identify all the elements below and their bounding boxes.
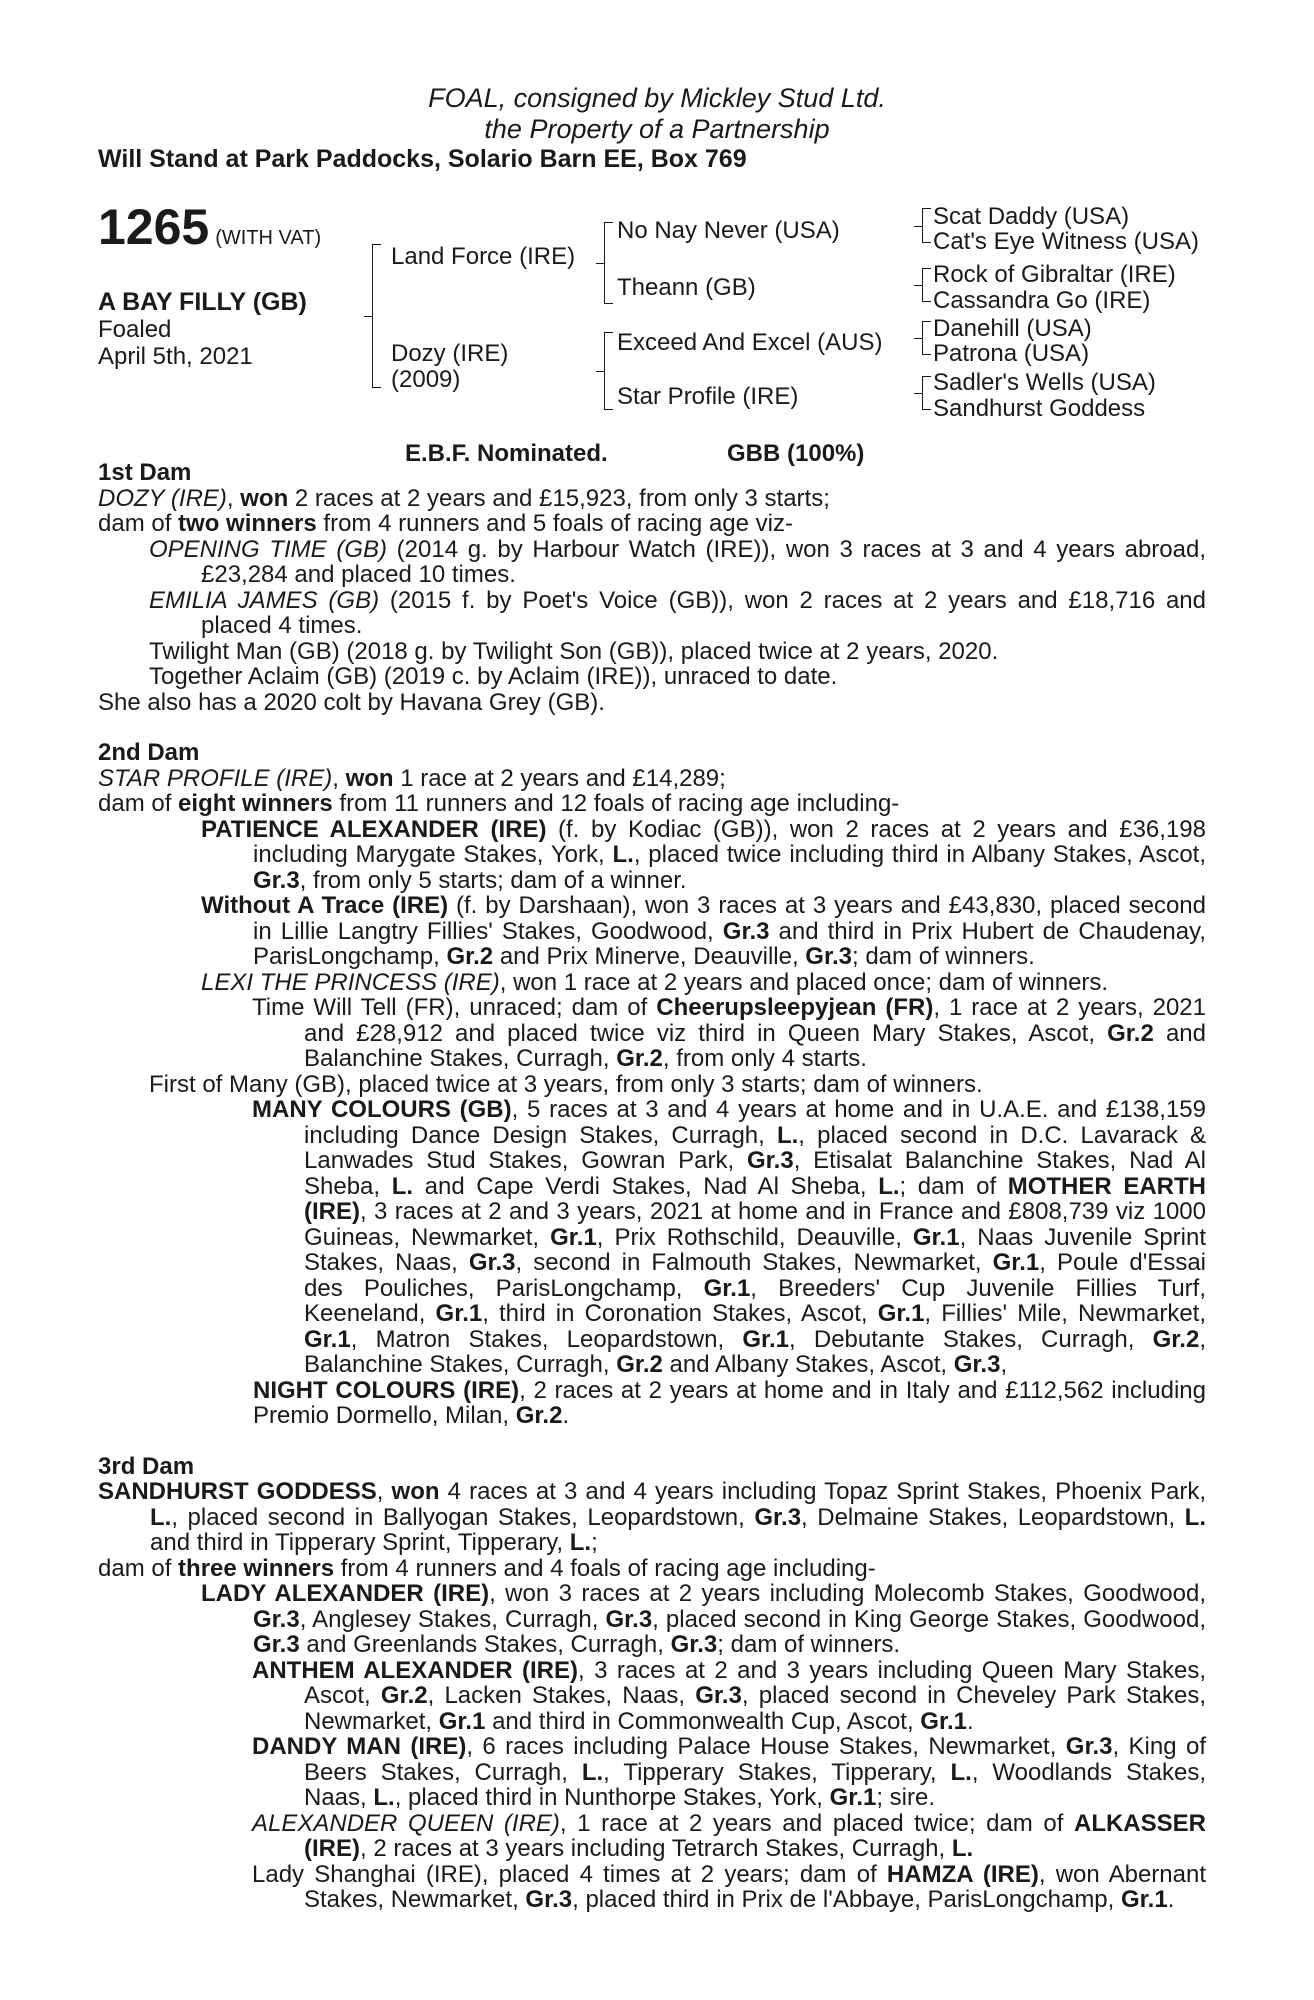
- pedigree-brace: [922, 208, 931, 243]
- pedigree-brace: [922, 376, 931, 410]
- grade: Gr.1: [920, 1707, 967, 1735]
- sire: Land Force (IRE): [391, 243, 576, 270]
- text: , Balanchine Stakes, Curragh,: [304, 1325, 1206, 1378]
- pedigree-brace: [922, 321, 931, 355]
- text: , placed second in King George Stakes, Goodwood,: [652, 1605, 1206, 1633]
- grade: Gr.1: [742, 1325, 790, 1353]
- text: (2014 g. by Harbour Watch (IRE)), won 3 races at 3 and 4 years abroad, £23,284 and placed 10 times.: [201, 535, 1207, 588]
- text: dam of: [98, 510, 179, 537]
- grade: Gr.1: [912, 1223, 960, 1251]
- record-text: 2 races at 2 years and £15,923, from only 3 starts;: [288, 484, 830, 512]
- dam-sire: Exceed And Excel (AUS): [617, 329, 883, 356]
- text: , 1 race at 2 years and placed twice; dam of: [559, 1809, 1074, 1837]
- grade: Gr.3: [754, 1503, 802, 1531]
- text: Time Will Tell (FR), unraced; dam of: [252, 994, 657, 1021]
- sire-sire-sire: Scat Daddy (USA): [933, 203, 1130, 230]
- sire-dam-dam: Cassandra Go (IRE): [933, 287, 1151, 314]
- text: , Debutante Stakes, Curragh,: [789, 1325, 1153, 1353]
- vat-note: (WITH VAT): [215, 227, 322, 249]
- text: dam of: [98, 790, 179, 817]
- grade: Gr.1: [438, 1707, 486, 1735]
- produce-entry: Twilight Man (GB) (2018 g. by Twilight Son (GB)), placed twice at 2 years, 2020.: [149, 637, 999, 665]
- text: and third in Tipperary Sprint, Tipperary,: [150, 1529, 570, 1556]
- stand-location: Will Stand at Park Paddocks, Solario Barn EE, Box 769: [98, 145, 747, 173]
- first-dam-produce: [98, 511, 1206, 537]
- text: .: [562, 1402, 570, 1429]
- text: , won 3 races at 2 years including Molecomb Stakes, Goodwood,: [489, 1580, 1206, 1607]
- dam-year: (2009): [391, 366, 461, 393]
- text: Lady Shanghai (IRE), placed 4 times at 2 years; dam of: [252, 1860, 887, 1888]
- text: , placed second in Cheveley Park Stakes, Newmarket,: [304, 1682, 1206, 1735]
- grade: Gr.1: [304, 1325, 351, 1353]
- pedigree-brace: [922, 268, 931, 302]
- grade: L.: [581, 1758, 604, 1786]
- grade: Gr.3: [695, 1682, 742, 1709]
- grade: L.: [951, 1835, 974, 1862]
- text: , Matron Stakes, Leopardstown,: [350, 1325, 743, 1353]
- grade: Gr.3: [605, 1605, 653, 1633]
- consignor-line: FOAL, consigned by Mickley Stud Ltd.: [428, 83, 886, 113]
- grade: Gr.1: [435, 1300, 483, 1327]
- text: and Cape Verdi Stakes, Nad Al Sheba,: [413, 1172, 879, 1200]
- dam: Dozy (IRE): [391, 340, 509, 367]
- grade: Gr.1: [992, 1249, 1040, 1276]
- text: , King of Beers Stakes, Curragh,: [304, 1733, 1206, 1786]
- text: (f. by Darshaan), won 3 races at 3 years and £43,830, placed second in Lillie Langtry Fillies' Stakes, Goodwood,: [253, 892, 1206, 945]
- text: from 4 runners and 5 foals of racing age viz-: [316, 510, 793, 537]
- third-dam-record: SANDHURST GODDESS, won 4 races at 3 and 4 years including Topaz Sprint Stakes, Phoenix Park, L., placed second in Ballyogan Stakes, Leopardstown, Gr.3, Delmaine Stakes, Leopardstown, L. and third in Tipperary Sprint, Tipperary, L.;: [98, 1478, 1207, 1556]
- text: .: [1167, 1886, 1175, 1913]
- text: and Balanchine Stakes, Curragh,: [304, 1019, 1206, 1072]
- text: , Naas Juvenile Sprint Stakes, Naas,: [304, 1223, 1207, 1276]
- grade: L.: [1184, 1503, 1206, 1531]
- produce-entry: [98, 817, 1206, 894]
- first-dam-heading: 1st Dam: [98, 459, 192, 486]
- dam-dam: Star Profile (IRE): [617, 383, 799, 410]
- text: , Fillies' Mile, Newmarket,: [924, 1300, 1207, 1327]
- text: , placed third in Nunthorpe Stakes, York,: [394, 1784, 830, 1811]
- grade: Gr.3: [468, 1249, 516, 1276]
- produce-entry: [98, 1658, 1206, 1735]
- gbb-note: GBB (100%): [727, 440, 865, 467]
- text: , Delmaine Stakes, Leopardstown,: [801, 1503, 1185, 1531]
- grade: Gr.1: [877, 1300, 925, 1327]
- third-dam-name: SANDHURST GODDESS: [98, 1478, 377, 1505]
- pedigree-brace: [604, 332, 613, 410]
- text: from 4 runners and 4 foals of racing age including-: [334, 1554, 876, 1582]
- text: 4 races at 3 and 4 years including Topaz Sprint Stakes, Phoenix Park,: [439, 1478, 1207, 1505]
- property-line: the Property of a Partnership: [484, 114, 830, 144]
- won-label: won: [391, 1478, 440, 1505]
- produce-name: Without A Trace (IRE): [201, 892, 449, 919]
- text: , Prix Rothschild, Deauville,: [596, 1223, 913, 1251]
- produce-name: EMILIA JAMES (GB): [149, 586, 380, 614]
- first-dam-record: DOZY (IRE), won 2 races at 2 years and £15,923, from only 3 starts;: [98, 484, 830, 512]
- text: , 3 races at 2 and 3 years, 2021 at home and in France and £808,739 viz 1000 Guineas, Newmarket,: [304, 1198, 1206, 1251]
- text: , 1 race at 2 years, 2021 and £28,912 and placed twice viz third in Queen Mary Stakes, Ascot,: [304, 994, 1206, 1047]
- text: .: [967, 1707, 974, 1735]
- foaled-info: [98, 316, 253, 370]
- sire-dam: Theann (GB): [617, 274, 756, 301]
- text: , Etisalat Balanchine Stakes, Nad Al Sheba,: [304, 1147, 1206, 1200]
- grade: Gr.3: [253, 1605, 300, 1633]
- produce-name: MANY COLOURS (GB): [252, 1096, 512, 1123]
- grade: L.: [150, 1503, 172, 1531]
- text: , 2 races at 2 years at home and in Italy and £112,562 including Premio Dormello, Milan,: [253, 1376, 1206, 1429]
- produce-name: LADY ALEXANDER (IRE): [201, 1580, 490, 1607]
- text: , 2 races at 3 years including Tetrarch Stakes, Curragh,: [360, 1835, 952, 1862]
- grade: Gr.3: [670, 1631, 718, 1658]
- grade: Gr.1: [829, 1784, 877, 1811]
- text: and Prix Minerve, Deauville,: [493, 943, 806, 970]
- produce-name: HAMZA (IRE): [886, 1860, 1039, 1888]
- grade: L.: [391, 1172, 414, 1200]
- text: , placed twice including third in Albany Stakes, Ascot,: [633, 841, 1207, 868]
- produce-entry: [98, 970, 1206, 996]
- text: , placed second in D.C. Lavarack & Lanwades Stud Stakes, Gowran Park,: [304, 1121, 1206, 1174]
- grade: Gr.2: [380, 1682, 428, 1709]
- text: , won 1 race at 2 years and placed once; dam of winners.: [499, 968, 1109, 996]
- text: , placed second in Ballyogan Stakes, Leopardstown,: [171, 1503, 755, 1531]
- foaled-label: Foaled: [98, 316, 172, 343]
- first-dam-name: DOZY (IRE): [98, 484, 227, 512]
- grade: Gr.2: [446, 943, 494, 970]
- produce-entry: [98, 1811, 1206, 1862]
- dam-sire-dam: Patrona (USA): [933, 340, 1090, 367]
- foaled-date: April 5th, 2021: [98, 343, 253, 370]
- produce-name: ALKASSER (IRE): [304, 1809, 1206, 1862]
- produce-entry: First of Many (GB), placed twice at 3 years, from only 3 starts; dam of winners.: [149, 1070, 983, 1098]
- grade: Gr.1: [703, 1274, 751, 1302]
- text: ; dam of winners.: [852, 943, 1035, 970]
- produce-entry: [98, 995, 1206, 1072]
- text: , placed third in Prix de l'Abbaye, ParisLongchamp,: [572, 1886, 1121, 1913]
- sire-sire: No Nay Never (USA): [617, 217, 840, 244]
- text: ; dam of: [899, 1172, 1008, 1200]
- text: , 6 races including Palace House Stakes, Newmarket,: [466, 1733, 1066, 1760]
- dam-sire-sire: Danehill (USA): [933, 315, 1092, 342]
- text: , third in Coronation Stakes, Ascot,: [482, 1300, 878, 1327]
- grade: L.: [612, 841, 634, 868]
- grade: Gr.1: [550, 1223, 597, 1251]
- produce-entry: [98, 588, 1206, 639]
- text: , Tipperary Stakes, Tipperary,: [603, 1758, 951, 1786]
- second-dam-produce: [98, 791, 1206, 817]
- second-dam-record: STAR PROFILE (IRE), won 1 race at 2 years and £14,289;: [98, 764, 726, 792]
- produce-name: OPENING TIME (GB): [149, 535, 387, 563]
- produce-name: LEXI THE PRINCESS (IRE): [201, 968, 500, 996]
- grade: Gr.2: [616, 1351, 663, 1378]
- produce-entry: [98, 1734, 1206, 1811]
- text: , Woodlands Stakes, Naas,: [304, 1758, 1206, 1811]
- grade: L.: [950, 1758, 972, 1786]
- text: , Poule d'Essai des Pouliches, ParisLongchamp,: [304, 1249, 1206, 1302]
- produce-entry: [98, 1378, 1206, 1429]
- grade: Gr.3: [722, 917, 770, 945]
- grade: Gr.3: [953, 1351, 1001, 1378]
- text: , from only 5 starts; dam of a winner.: [299, 866, 687, 894]
- third-dam-heading: 3rd Dam: [98, 1452, 195, 1480]
- winners-count: three winners: [178, 1554, 335, 1582]
- text: , Lacken Stakes, Naas,: [427, 1682, 696, 1709]
- catalogue-body: [98, 460, 1206, 1913]
- ebf-nominated: E.B.F. Nominated.: [405, 440, 608, 467]
- grade: Gr.2: [1107, 1019, 1154, 1047]
- dam-dam-dam: Sandhurst Goddess: [933, 395, 1146, 422]
- grade: Gr.2: [616, 1045, 663, 1072]
- grade: Gr.3: [805, 943, 852, 970]
- produce-name: MOTHER EARTH (IRE): [304, 1172, 1207, 1225]
- text: and Albany Stakes, Ascot,: [662, 1351, 954, 1378]
- text: , 5 races at 3 and 4 years at home and in U.A.E. and £138,159 including Dance Design Stakes, Curragh,: [304, 1096, 1206, 1149]
- grade: Gr.3: [746, 1147, 794, 1174]
- produce-name: DANDY MAN (IRE): [252, 1733, 467, 1760]
- text: , won Abernant Stakes, Newmarket,: [304, 1860, 1206, 1913]
- horse-name: A BAY FILLY (GB): [98, 288, 307, 316]
- text: ; dam of winners.: [717, 1631, 901, 1658]
- text: and Greenlands Stakes, Curragh,: [299, 1631, 671, 1658]
- produce-entry: [98, 1097, 1206, 1378]
- text: , Breeders' Cup Juvenile Fillies Turf, Keeneland,: [304, 1274, 1207, 1327]
- produce-entry: Together Aclaim (GB) (2019 c. by Aclaim (IRE)), unraced to date.: [149, 663, 838, 690]
- grade: Gr.3: [525, 1886, 573, 1913]
- text: dam of: [98, 1554, 179, 1582]
- lot-number-value: 1265: [98, 199, 210, 255]
- winners-count: two winners: [178, 510, 317, 537]
- second-dam-heading: 2nd Dam: [98, 739, 200, 766]
- text: , 3 races at 2 and 3 years including Queen Mary Stakes, Ascot,: [304, 1656, 1207, 1709]
- produce-entry: [98, 537, 1206, 588]
- text: , Anglesey Stakes, Curragh,: [299, 1605, 606, 1633]
- produce-name: ANTHEM ALEXANDER (IRE): [252, 1656, 578, 1684]
- grade: L.: [373, 1784, 395, 1811]
- text: ; sire.: [876, 1784, 936, 1811]
- produce-note: She also has a 2020 colt by Havana Grey (GB).: [98, 688, 605, 716]
- grade: L.: [569, 1529, 592, 1556]
- lot-number: [98, 198, 321, 256]
- grade: Gr.2: [1152, 1325, 1200, 1353]
- produce-name: ALEXANDER QUEEN (IRE): [252, 1809, 560, 1837]
- grade: Gr.1: [1121, 1886, 1168, 1913]
- text: and third in Commonwealth Cup, Ascot,: [485, 1707, 921, 1735]
- pedigree-brace: [604, 222, 613, 304]
- second-dam-name: STAR PROFILE (IRE): [98, 764, 333, 792]
- pedigree-brace: [372, 244, 381, 388]
- grade: Gr.3: [253, 1631, 300, 1658]
- dam-dam-sire: Sadler's Wells (USA): [933, 369, 1156, 396]
- produce-name: NIGHT COLOURS (IRE): [253, 1376, 520, 1404]
- text: (f. by Kodiac (GB)), won 2 races at 2 years and £36,198 including Marygate Stakes, York,: [253, 815, 1206, 868]
- produce-name: Cheerupsleepyjean (FR): [656, 994, 934, 1021]
- grade: Gr.2: [515, 1402, 563, 1429]
- sire-dam-sire: Rock of Gibraltar (IRE): [933, 261, 1176, 288]
- produce-name: PATIENCE ALEXANDER (IRE): [201, 815, 547, 843]
- text: ,: [1000, 1351, 1008, 1378]
- won-label: won: [240, 484, 289, 512]
- text: , second in Falmouth Stakes, Newmarket,: [515, 1249, 993, 1276]
- text: and third in Prix Hubert de Chaudenay, ParisLongchamp,: [253, 917, 1206, 970]
- text: (2015 f. by Poet's Voice (GB)), won 2 races at 2 years and £18,716 and placed 4 times.: [201, 586, 1207, 639]
- text: ;: [591, 1529, 598, 1556]
- winners-count: eight winners: [178, 790, 333, 817]
- third-dam-produce: [98, 1556, 1206, 1582]
- grade: L.: [878, 1172, 900, 1200]
- text: from 11 runners and 12 foals of racing age including-: [332, 790, 900, 817]
- grade: Gr.3: [1065, 1733, 1113, 1760]
- produce-entry: [98, 893, 1206, 970]
- produce-entry: [98, 1581, 1206, 1658]
- won-label: won: [345, 764, 394, 792]
- text: , from only 4 starts.: [662, 1045, 867, 1072]
- grade: L.: [776, 1121, 799, 1149]
- grade: Gr.3: [253, 866, 300, 894]
- sire-sire-dam: Cat's Eye Witness (USA): [933, 228, 1199, 255]
- produce-entry: [98, 1862, 1206, 1913]
- text: 1 race at 2 years and £14,289;: [393, 764, 726, 792]
